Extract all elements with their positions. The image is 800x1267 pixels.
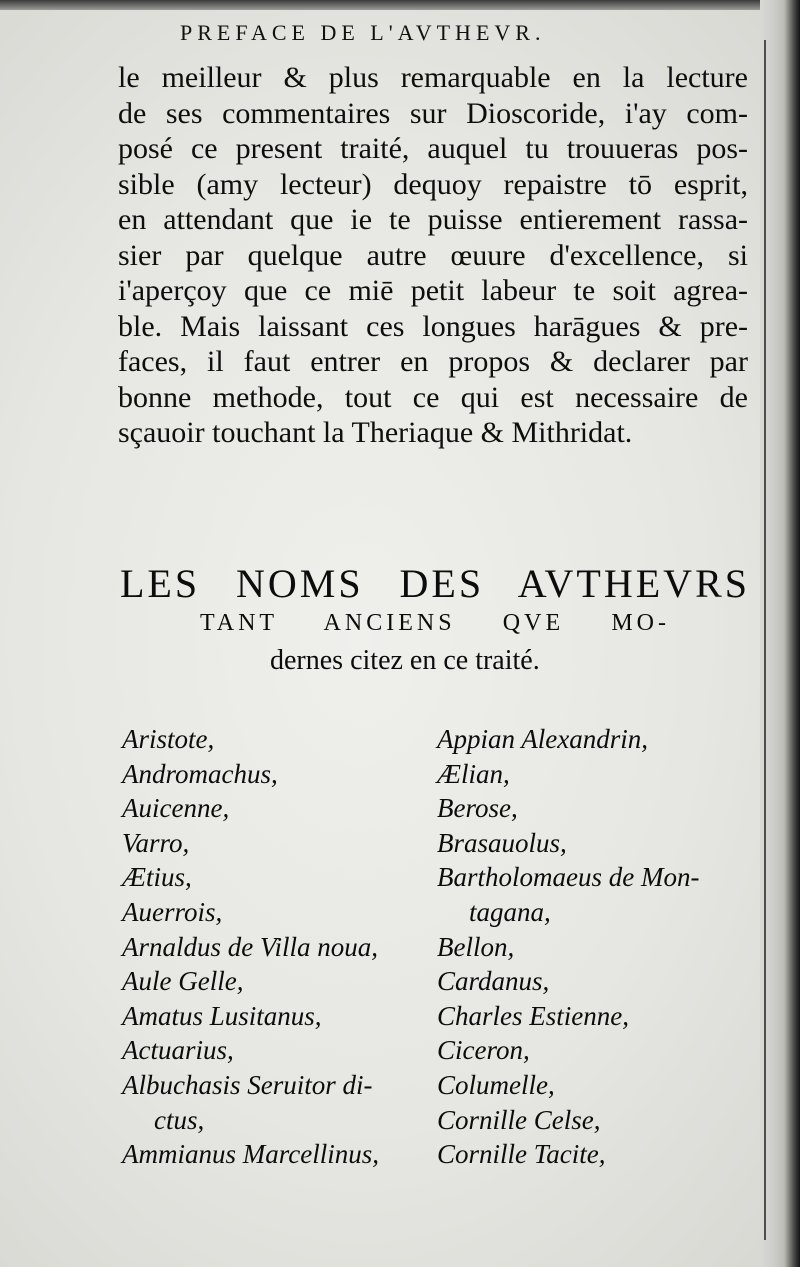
author-entry: Berose,: [437, 793, 518, 824]
text-line: ble. Mais laissant ces longues harāgues & pre-: [118, 309, 748, 343]
page-top-shadow: [0, 0, 800, 10]
running-head: PREFACE DE L'AVTHEVR.: [180, 20, 546, 45]
text-line: posé ce present traité, auquel tu trouueras pos-: [118, 132, 748, 165]
author-entry: Actuarius,: [122, 1035, 234, 1066]
section-subheading: TANT ANCIENS QVE MO-: [200, 610, 670, 636]
author-entry: Varro,: [122, 827, 190, 858]
text-line: sçauoir touchant la Theriaque & Mithridat.: [118, 416, 633, 449]
text-line: faces, il faut entrer en propos & declarer par: [118, 345, 748, 378]
author-entry-continued: ctus,: [154, 1104, 205, 1135]
text-line: i'aperçoy que ce miē petit labeur te soit agrea-: [118, 274, 748, 307]
author-entry: Albuchasis Seruitor di-: [122, 1069, 373, 1100]
author-entry: Appian Alexandrin,: [437, 724, 648, 754]
author-column-right: [437, 722, 747, 1172]
author-entry: Brasauolus,: [437, 827, 567, 858]
author-entry: Cardanus,: [437, 966, 550, 997]
text-line: sier par quelque autre œuure d'excellence, si: [118, 238, 748, 272]
author-entry-continued: tagana,: [469, 896, 551, 927]
preface-text: [118, 60, 748, 451]
author-entry: Arnaldus de Villa noua,: [122, 931, 378, 962]
author-entry: Aule Gelle,: [122, 966, 244, 997]
text-line: de ses commentaires sur Dioscoride, i'ay com-: [118, 96, 748, 130]
text-line: sible (amy lecteur) dequoy repaistre tō esprit,: [118, 167, 748, 201]
author-entry: Bartholomaeus de Mon-: [437, 862, 700, 893]
author-entry: Charles Estienne,: [437, 1000, 629, 1031]
author-column-left: [122, 722, 432, 1172]
author-entry: Amatus Lusitanus,: [122, 1000, 322, 1031]
author-entry: Columelle,: [437, 1069, 555, 1100]
author-entry: Auerrois,: [122, 896, 223, 927]
author-entry: Ammianus Marcellinus,: [122, 1139, 379, 1170]
section-heading: LES NOMS DES AVTHEVRS: [120, 561, 750, 606]
text-line: bonne methode, tout ce qui est necessaire de: [118, 380, 748, 414]
author-entry: Auicenne,: [122, 793, 230, 824]
author-entry: Cornille Tacite,: [437, 1139, 606, 1170]
author-entry: Ætius,: [122, 862, 192, 893]
author-entry: Ciceron,: [437, 1035, 530, 1066]
author-entry: Cornille Celse,: [437, 1104, 601, 1135]
author-entry: Ælian,: [437, 758, 510, 789]
author-entry: Aristote,: [122, 724, 215, 754]
text-line: le meilleur & plus remarquable en la lecture: [118, 61, 748, 94]
text-line: en attendant que ie te puisse entierement rassa-: [118, 203, 748, 236]
page-gutter-edge: [760, 0, 800, 1267]
section-subheading-continued: dernes citez en ce traité.: [270, 645, 540, 676]
author-entry: Andromachus,: [122, 758, 278, 789]
author-entry: Bellon,: [437, 931, 515, 962]
